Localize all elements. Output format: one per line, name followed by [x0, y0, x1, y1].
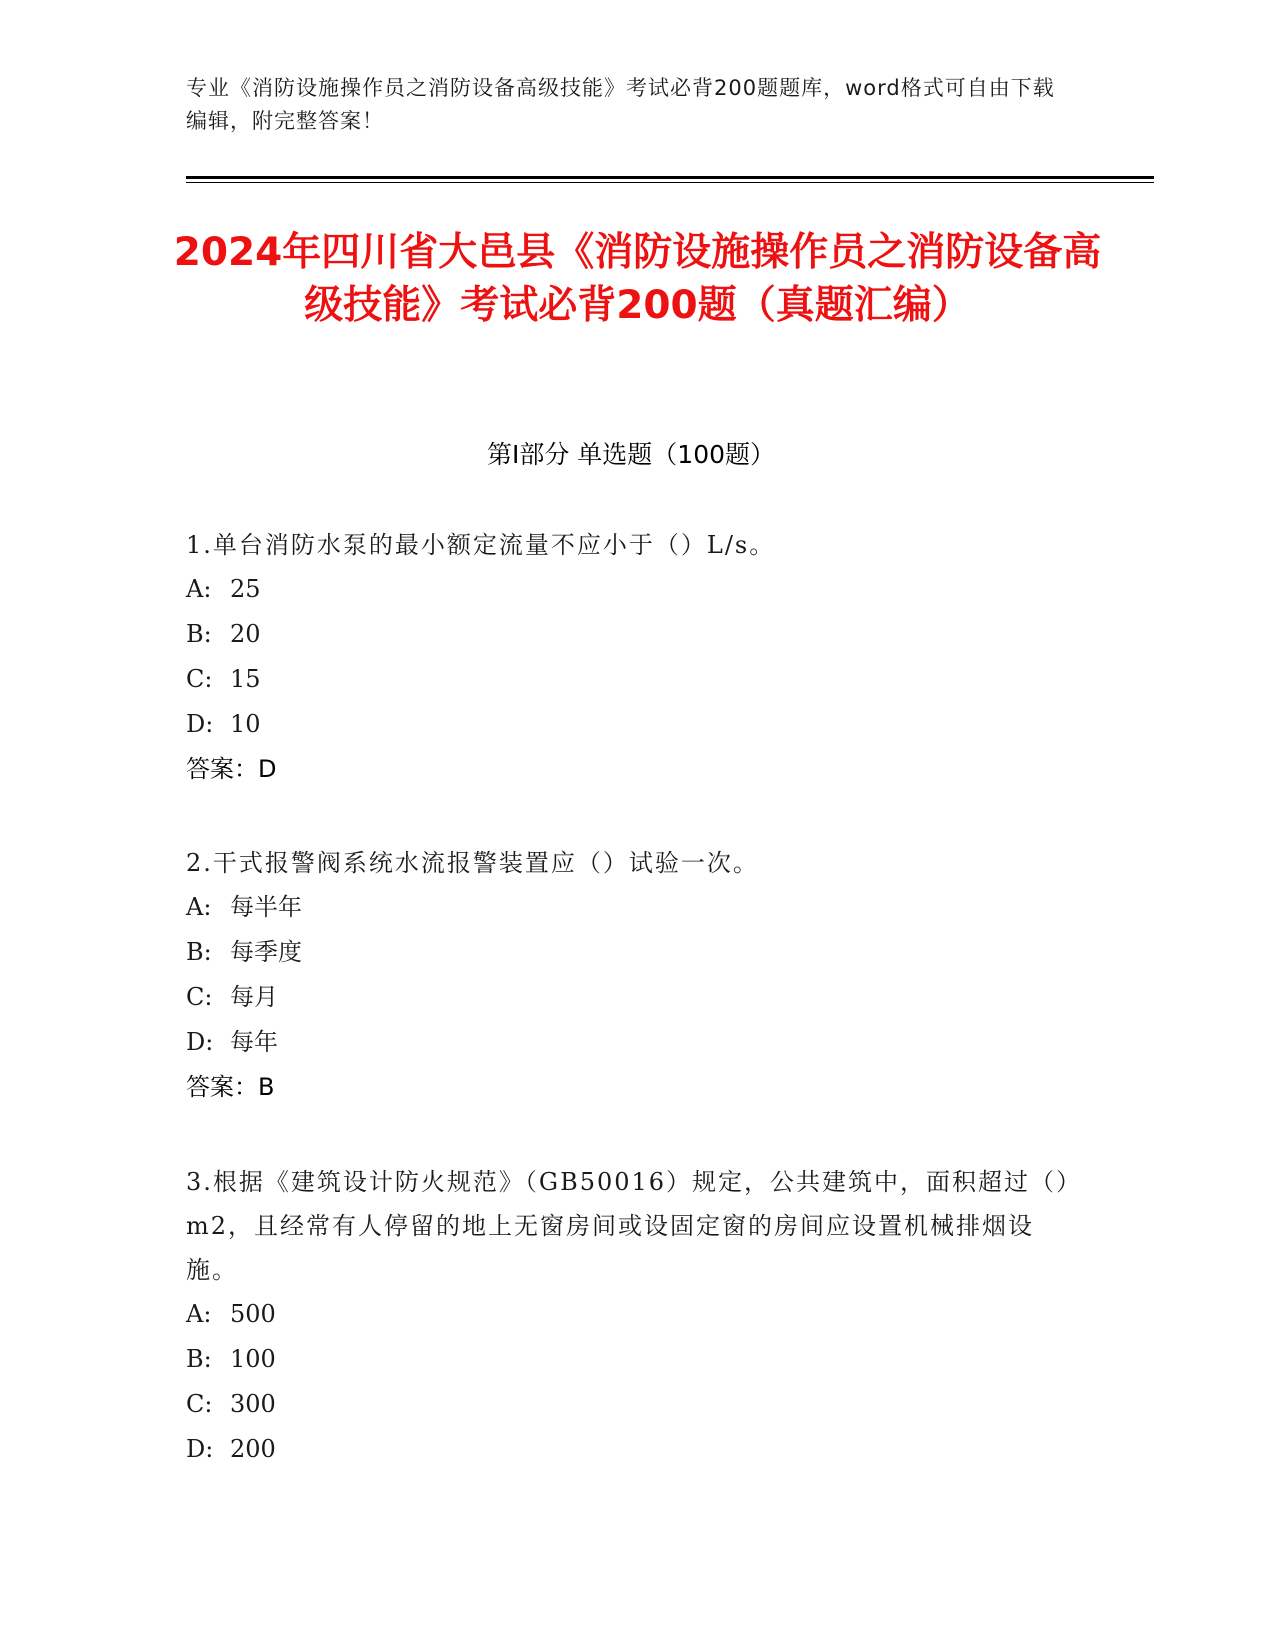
option-b [186, 612, 1076, 657]
option-d [186, 702, 1076, 747]
option-text: 每季度 [230, 938, 302, 966]
answer-line: 答案：D [186, 755, 277, 783]
option-d [186, 1020, 1076, 1065]
option-text: 300 [230, 1390, 276, 1418]
option-a [186, 885, 1076, 930]
option-a [186, 567, 1076, 612]
question-2 [186, 841, 1076, 1110]
option-label: A: [186, 893, 212, 921]
option-label: C: [186, 983, 213, 1011]
option-label: B: [186, 620, 212, 648]
option-c [186, 657, 1076, 702]
header-rule-thick [186, 176, 1154, 179]
option-b [186, 930, 1076, 975]
question-1 [186, 523, 1076, 792]
option-b [186, 1337, 1076, 1382]
option-label: A: [186, 1300, 212, 1328]
option-label: A: [186, 575, 212, 603]
question-stem: 2.干式报警阀系统水流报警装置应（）试验一次。 [186, 849, 759, 877]
option-text: 每年 [230, 1028, 278, 1056]
question-3 [186, 1160, 1076, 1472]
option-label: D: [186, 710, 214, 738]
option-text: 20 [230, 620, 261, 648]
option-text: 200 [230, 1435, 276, 1463]
option-text: 15 [230, 665, 261, 693]
option-text: 25 [230, 575, 261, 603]
answer-line: 答案：B [186, 1073, 275, 1101]
header-rule-thin [186, 182, 1154, 183]
option-label: B: [186, 938, 212, 966]
option-label: D: [186, 1028, 214, 1056]
option-text: 100 [230, 1345, 276, 1373]
section-heading: 第I部分 单选题（100题） [486, 440, 776, 469]
header-note: 专业《消防设施操作员之消防设备高级技能》考试必背200题题库，word格式可自由下载编辑，附完整答案！ [186, 76, 1055, 133]
option-text: 500 [230, 1300, 276, 1328]
option-c [186, 975, 1076, 1020]
option-c [186, 1382, 1076, 1427]
option-text: 每月 [230, 983, 278, 1011]
option-label: C: [186, 665, 213, 693]
option-a [186, 1292, 1076, 1337]
question-stem: 1.单台消防水泵的最小额定流量不应小于（）L/s。 [186, 531, 776, 559]
option-label: D: [186, 1435, 214, 1463]
option-label: C: [186, 1390, 213, 1418]
option-text: 每半年 [230, 893, 302, 921]
document-title: 2024年四川省大邑县《消防设施操作员之消防设备高级技能》考试必背200题（真题汇编） [173, 230, 1102, 328]
option-label: B: [186, 1345, 212, 1373]
option-text: 10 [230, 710, 261, 738]
option-d [186, 1427, 1076, 1472]
question-stem: 3.根据《建筑设计防火规范》（GB50016）规定，公共建筑中，面积超过（）m2，且经常有人停留的地上无窗房间或设固定窗的房间应设置机械排烟设施。 [186, 1168, 1071, 1284]
